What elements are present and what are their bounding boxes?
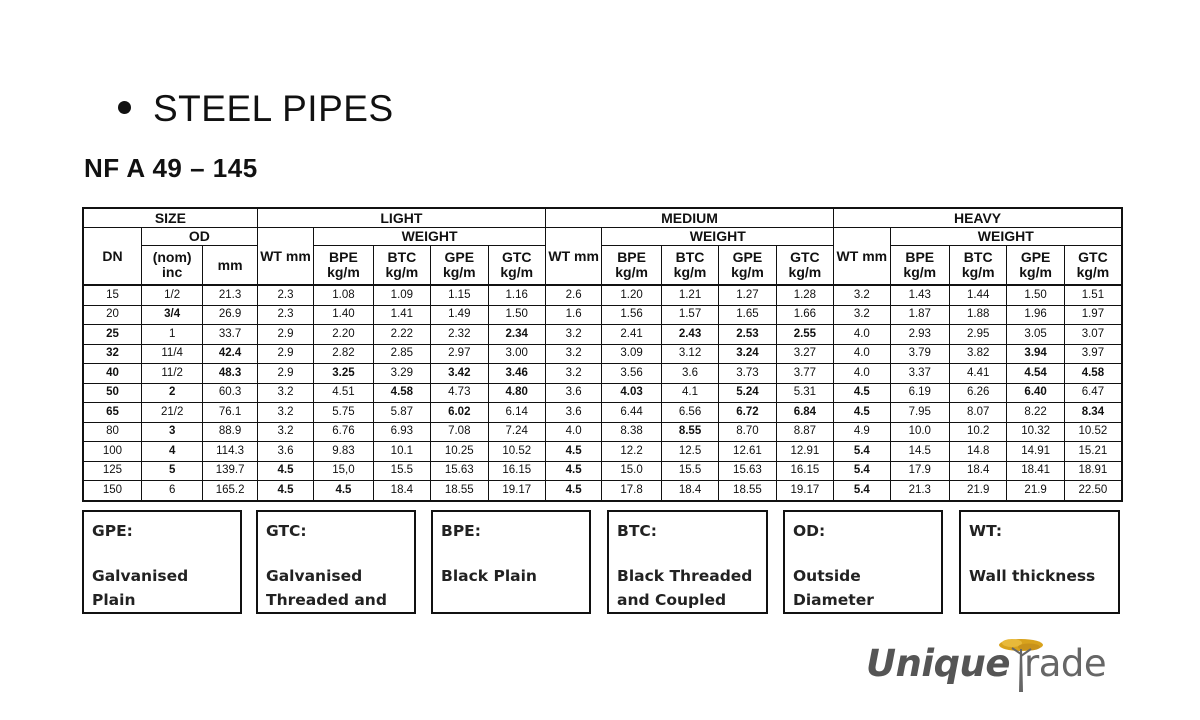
table-cell: 3.2: [545, 344, 601, 364]
table-cell: 165.2: [203, 481, 257, 501]
table-cell: 15.5: [373, 461, 430, 481]
table-cell: 2.82: [314, 344, 373, 364]
table-cell: 14.5: [890, 442, 949, 462]
table-cell: 12.91: [776, 442, 833, 462]
heavy-btc-header: BTC kg/m: [949, 246, 1006, 286]
table-cell: 3.37: [890, 364, 949, 384]
table-row: [83, 422, 1122, 442]
table-cell: 14.91: [1007, 442, 1064, 462]
table-cell: 1.56: [602, 305, 661, 325]
table-cell: 139.7: [203, 461, 257, 481]
table-cell: 1/2: [141, 285, 202, 305]
table-cell: 4.9: [834, 422, 890, 442]
table-cell: 3/4: [141, 305, 202, 325]
table-cell: 80: [83, 422, 141, 442]
table-cell: 3.24: [719, 344, 776, 364]
table-cell: 1.65: [719, 305, 776, 325]
table-cell: 1.28: [776, 285, 833, 305]
table-cell: 11/2: [141, 364, 202, 384]
legend-box-btc: [607, 510, 768, 614]
table-cell: 7.24: [488, 422, 545, 442]
table-cell: 10.0: [890, 422, 949, 442]
table-cell: 3.97: [1064, 344, 1122, 364]
table-cell: 25: [83, 325, 141, 345]
table-cell: 6.19: [890, 383, 949, 403]
table-cell: 2.53: [719, 325, 776, 345]
logo-word-rade: rade: [1024, 642, 1107, 685]
legend-abbr: GPE:: [92, 522, 133, 540]
legend-abbr: OD:: [793, 522, 826, 540]
table-cell: 3.6: [545, 403, 601, 423]
table-cell: 4.54: [1007, 364, 1064, 384]
table-cell: 8.34: [1064, 403, 1122, 423]
table-cell: 3.6: [545, 383, 601, 403]
light-weight-header: WEIGHT: [314, 228, 546, 246]
table-row: [83, 344, 1122, 364]
heavy-bpe-header: BPE kg/m: [890, 246, 949, 286]
table-cell: 12.61: [719, 442, 776, 462]
table-row: [83, 481, 1122, 501]
medium-weight-header: WEIGHT: [602, 228, 834, 246]
table-cell: 3.27: [776, 344, 833, 364]
table-cell: 4.5: [545, 461, 601, 481]
table-cell: 17.9: [890, 461, 949, 481]
table-cell: 15: [83, 285, 141, 305]
table-row: [83, 442, 1122, 462]
legend-abbr: BPE:: [441, 522, 481, 540]
table-cell: 7.95: [890, 403, 949, 423]
table-cell: 4.58: [373, 383, 430, 403]
table-cell: 10.1: [373, 442, 430, 462]
table-cell: 33.7: [203, 325, 257, 345]
table-cell: 60.3: [203, 383, 257, 403]
table-cell: 18.4: [949, 461, 1006, 481]
table-cell: 6.44: [602, 403, 661, 423]
medium-bpe-header: BPE kg/m: [602, 246, 661, 286]
table-cell: 6.40: [1007, 383, 1064, 403]
table-cell: 3.94: [1007, 344, 1064, 364]
table-cell: 4.58: [1064, 364, 1122, 384]
table-cell: 1.15: [431, 285, 488, 305]
size-group-header: SIZE: [83, 208, 257, 228]
table-cell: 1.88: [949, 305, 1006, 325]
table-cell: 3.2: [257, 403, 313, 423]
table-cell: 2.3: [257, 285, 313, 305]
table-cell: 21.9: [949, 481, 1006, 501]
table-cell: 10.32: [1007, 422, 1064, 442]
table-cell: 3.05: [1007, 325, 1064, 345]
light-gpe-header: GPE kg/m: [431, 246, 488, 286]
medium-btc-header: BTC kg/m: [661, 246, 718, 286]
heavy-gpe-header: GPE kg/m: [1007, 246, 1064, 286]
table-cell: 21.9: [1007, 481, 1064, 501]
table-cell: 22.50: [1064, 481, 1122, 501]
table-cell: 26.9: [203, 305, 257, 325]
od-header: OD: [141, 228, 257, 246]
table-cell: 6.93: [373, 422, 430, 442]
table-cell: 4.5: [545, 481, 601, 501]
table-cell: 15.63: [719, 461, 776, 481]
legend-abbr: WT:: [969, 522, 1003, 540]
table-cell: 18.55: [719, 481, 776, 501]
table-cell: 15.63: [431, 461, 488, 481]
table-cell: 6.47: [1064, 383, 1122, 403]
table-cell: 1.43: [890, 285, 949, 305]
table-cell: 4.51: [314, 383, 373, 403]
table-cell: 6.56: [661, 403, 718, 423]
table-cell: 1.87: [890, 305, 949, 325]
table-cell: 5: [141, 461, 202, 481]
table-cell: 15.21: [1064, 442, 1122, 462]
table-cell: 1.50: [488, 305, 545, 325]
legend-desc: Black Plain: [441, 567, 537, 585]
table-cell: 2.9: [257, 325, 313, 345]
table-cell: 2.32: [431, 325, 488, 345]
table-cell: 4.5: [257, 481, 313, 501]
table-cell: 6.02: [431, 403, 488, 423]
table-cell: 8.07: [949, 403, 1006, 423]
page-title: [118, 88, 394, 130]
table-body: [83, 285, 1122, 501]
heavy-weight-header: WEIGHT: [890, 228, 1122, 246]
table-cell: 20: [83, 305, 141, 325]
table-cell: 32: [83, 344, 141, 364]
table-cell: 48.3: [203, 364, 257, 384]
table-cell: 15.5: [661, 461, 718, 481]
table-cell: 1.57: [661, 305, 718, 325]
table-cell: 42.4: [203, 344, 257, 364]
table-cell: 3.2: [257, 422, 313, 442]
table-cell: 4.5: [257, 461, 313, 481]
table-cell: 3.73: [719, 364, 776, 384]
legend-box-gtc: [256, 510, 416, 614]
table-cell: 4.1: [661, 383, 718, 403]
table-cell: 1.96: [1007, 305, 1064, 325]
table-cell: 2.41: [602, 325, 661, 345]
table-cell: 3.2: [545, 364, 601, 384]
legend-abbr: BTC:: [617, 522, 657, 540]
table-cell: 18.41: [1007, 461, 1064, 481]
table-cell: 8.22: [1007, 403, 1064, 423]
table-cell: 16.15: [488, 461, 545, 481]
table-cell: 4.0: [834, 344, 890, 364]
table-cell: 5.4: [834, 481, 890, 501]
table-row: [83, 325, 1122, 345]
table-cell: 4.0: [834, 325, 890, 345]
table-cell: 4.80: [488, 383, 545, 403]
table-cell: 1.66: [776, 305, 833, 325]
table-cell: 4.5: [834, 403, 890, 423]
table-cell: 18.4: [661, 481, 718, 501]
table-cell: 3.6: [257, 442, 313, 462]
table-cell: 3.2: [257, 383, 313, 403]
table-cell: 88.9: [203, 422, 257, 442]
table-cell: 4.73: [431, 383, 488, 403]
table-cell: 3.25: [314, 364, 373, 384]
table-cell: 3.56: [602, 364, 661, 384]
legend-box-wt: [959, 510, 1120, 614]
table-cell: 3.46: [488, 364, 545, 384]
logo-word-unique: Unique: [866, 642, 1010, 685]
medium-wt-header: WT mm: [545, 228, 601, 286]
table-cell: 5.4: [834, 461, 890, 481]
table-cell: 3.07: [1064, 325, 1122, 345]
table-cell: 2.22: [373, 325, 430, 345]
table-cell: 2: [141, 383, 202, 403]
table-cell: 5.4: [834, 442, 890, 462]
table-cell: 3.2: [834, 285, 890, 305]
table-cell: 8.38: [602, 422, 661, 442]
table-cell: 10.25: [431, 442, 488, 462]
table-cell: 3.79: [890, 344, 949, 364]
table-cell: 1.6: [545, 305, 601, 325]
table-cell: 6.72: [719, 403, 776, 423]
heavy-group-header: HEAVY: [834, 208, 1122, 228]
table-cell: 18.4: [373, 481, 430, 501]
table-cell: 1.49: [431, 305, 488, 325]
table-row: [83, 364, 1122, 384]
table-cell: 21.3: [203, 285, 257, 305]
table-cell: 12.2: [602, 442, 661, 462]
table-cell: 4.5: [314, 481, 373, 501]
table-cell: 1.40: [314, 305, 373, 325]
table-cell: 4.0: [834, 364, 890, 384]
table-cell: 3.82: [949, 344, 1006, 364]
table-cell: 4.5: [834, 383, 890, 403]
table-cell: 2.93: [890, 325, 949, 345]
table-cell: 10.52: [1064, 422, 1122, 442]
table-cell: 2.9: [257, 344, 313, 364]
table-cell: 8.87: [776, 422, 833, 442]
table-cell: 18.91: [1064, 461, 1122, 481]
table-cell: 3.42: [431, 364, 488, 384]
table-cell: 114.3: [203, 442, 257, 462]
table-cell: 19.17: [488, 481, 545, 501]
table-cell: 9.83: [314, 442, 373, 462]
light-bpe-header: BPE kg/m: [314, 246, 373, 286]
table-cell: 1.41: [373, 305, 430, 325]
legend-desc: Outside Diameter: [793, 567, 874, 609]
standard-subtitle: NF A 49 – 145: [84, 153, 258, 183]
table-cell: 15.0: [602, 461, 661, 481]
table-row: [83, 285, 1122, 305]
medium-gpe-header: GPE kg/m: [719, 246, 776, 286]
title-text: STEEL PIPES: [153, 88, 394, 129]
heavy-wt-header: WT mm: [834, 228, 890, 286]
legend-desc: Wall thickness: [969, 567, 1096, 585]
table-cell: 1.21: [661, 285, 718, 305]
table-cell: 3.09: [602, 344, 661, 364]
table-cell: 2.55: [776, 325, 833, 345]
table-cell: 19.17: [776, 481, 833, 501]
legend-abbr: GTC:: [266, 522, 307, 540]
table-cell: 4.0: [545, 422, 601, 442]
table-cell: 4.5: [545, 442, 601, 462]
table-cell: 1.20: [602, 285, 661, 305]
table-cell: 4: [141, 442, 202, 462]
pipe-spec-table: [82, 207, 1123, 502]
table-cell: 7.08: [431, 422, 488, 442]
table-cell: 2.97: [431, 344, 488, 364]
logo-wordmark: [866, 642, 1106, 685]
table-cell: 76.1: [203, 403, 257, 423]
bullet-icon: [118, 101, 131, 114]
table-cell: 8.70: [719, 422, 776, 442]
table-cell: 10.2: [949, 422, 1006, 442]
table-cell: 15,0: [314, 461, 373, 481]
table-cell: 2.85: [373, 344, 430, 364]
table-cell: 2.34: [488, 325, 545, 345]
table-cell: 6.84: [776, 403, 833, 423]
table-cell: 3.29: [373, 364, 430, 384]
table-cell: 6.76: [314, 422, 373, 442]
legend-desc: Galvanised Plain: [92, 567, 189, 609]
table-cell: 21.3: [890, 481, 949, 501]
table-cell: 2.9: [257, 364, 313, 384]
table-cell: 1.97: [1064, 305, 1122, 325]
table-cell: 40: [83, 364, 141, 384]
table-cell: 1.16: [488, 285, 545, 305]
legend-box-bpe: [431, 510, 591, 614]
table-cell: 3.77: [776, 364, 833, 384]
table-cell: 1.50: [1007, 285, 1064, 305]
table-cell: 1.27: [719, 285, 776, 305]
table-row: [83, 461, 1122, 481]
legend-box-gpe: [82, 510, 242, 614]
table-cell: 21/2: [141, 403, 202, 423]
table-cell: 3.6: [661, 364, 718, 384]
table-cell: 150: [83, 481, 141, 501]
table-cell: 5.75: [314, 403, 373, 423]
table-cell: 2.43: [661, 325, 718, 345]
table-cell: 5.24: [719, 383, 776, 403]
table-cell: 2.20: [314, 325, 373, 345]
light-btc-header: BTC kg/m: [373, 246, 430, 286]
table-cell: 6.14: [488, 403, 545, 423]
legend-box-od: [783, 510, 943, 614]
table-cell: 5.87: [373, 403, 430, 423]
light-gtc-header: GTC kg/m: [488, 246, 545, 286]
table-cell: 6: [141, 481, 202, 501]
heavy-gtc-header: GTC kg/m: [1064, 246, 1122, 286]
table-cell: 1: [141, 325, 202, 345]
table-cell: 65: [83, 403, 141, 423]
table-cell: 1.44: [949, 285, 1006, 305]
table-cell: 17.8: [602, 481, 661, 501]
medium-gtc-header: GTC kg/m: [776, 246, 833, 286]
table-cell: 2.6: [545, 285, 601, 305]
od-mm-header: mm: [203, 246, 257, 286]
table-cell: 50: [83, 383, 141, 403]
table-cell: 1.51: [1064, 285, 1122, 305]
table-cell: 8.55: [661, 422, 718, 442]
table-cell: 125: [83, 461, 141, 481]
table-row: [83, 403, 1122, 423]
table-cell: 1.08: [314, 285, 373, 305]
legend-desc: Black Threaded and Coupled: [617, 567, 753, 609]
table-row: [83, 383, 1122, 403]
table-cell: 16.15: [776, 461, 833, 481]
table-cell: 4.03: [602, 383, 661, 403]
light-group-header: LIGHT: [257, 208, 545, 228]
table-row: [83, 305, 1122, 325]
table-cell: 5.31: [776, 383, 833, 403]
dn-header: DN: [83, 228, 141, 286]
table-cell: 4.41: [949, 364, 1006, 384]
table-cell: 100: [83, 442, 141, 462]
table-cell: 6.26: [949, 383, 1006, 403]
table-cell: 18.55: [431, 481, 488, 501]
table-cell: 3: [141, 422, 202, 442]
table-cell: 10.52: [488, 442, 545, 462]
table-cell: 14.8: [949, 442, 1006, 462]
table-cell: 2.95: [949, 325, 1006, 345]
table-cell: 1.09: [373, 285, 430, 305]
uniquetrade-logo: [866, 636, 1106, 696]
table-cell: 3.12: [661, 344, 718, 364]
light-wt-header: WT mm: [257, 228, 313, 286]
table-cell: 11/4: [141, 344, 202, 364]
table-cell: 3.00: [488, 344, 545, 364]
table-cell: 12.5: [661, 442, 718, 462]
nom-inch-header: (nom) inc: [141, 246, 202, 286]
table-cell: 3.2: [834, 305, 890, 325]
medium-group-header: MEDIUM: [545, 208, 833, 228]
legend-desc: Galvanised Threaded and: [266, 567, 387, 609]
table-cell: 2.3: [257, 305, 313, 325]
table-cell: 3.2: [545, 325, 601, 345]
